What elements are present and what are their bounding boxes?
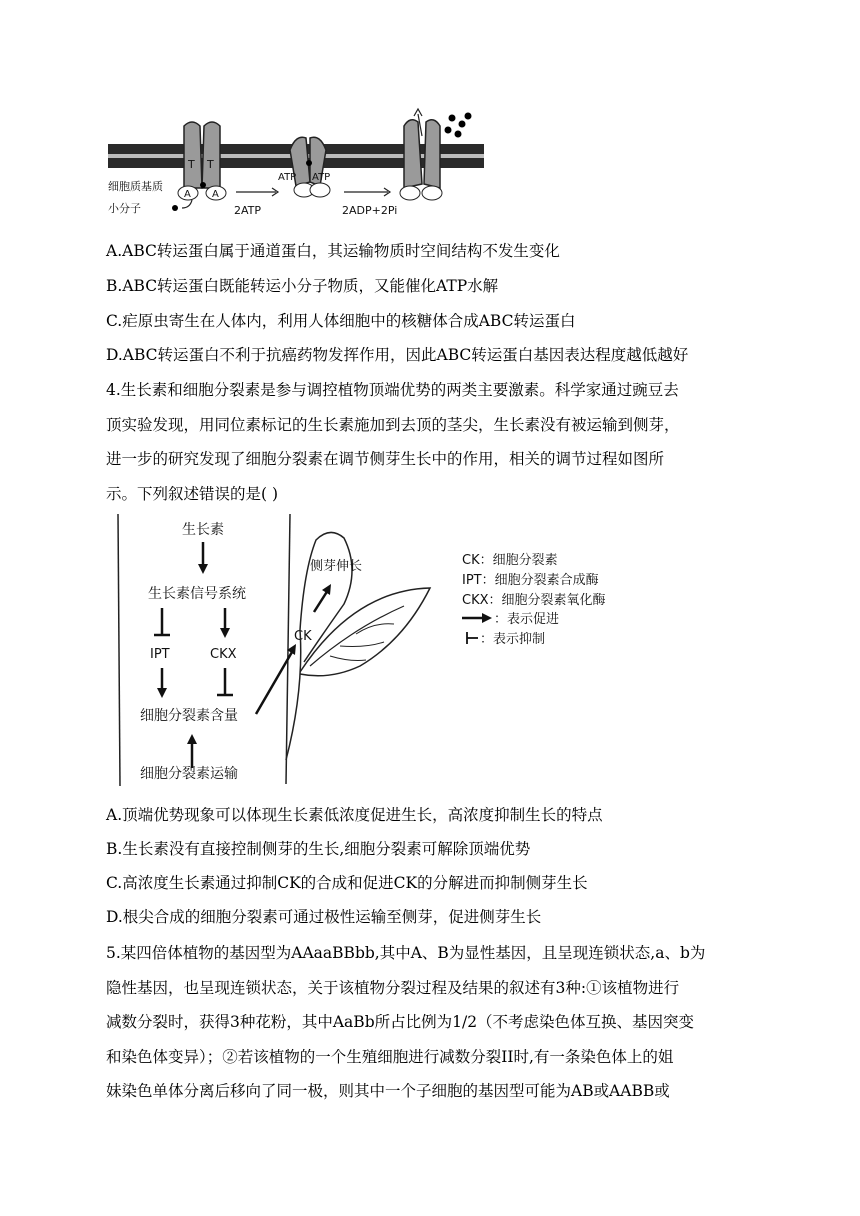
ck-label: CK <box>294 629 312 644</box>
atp-2-label: 2ATP <box>234 204 262 217</box>
q5-stem-line-1: 5.某四倍体植物的基因型为AAaaBBbb,其中A、B为显性基因，且呈现连锁状态,a、b为 <box>106 944 706 962</box>
svg-text:A: A <box>184 189 191 200</box>
svg-text:A: A <box>212 189 219 200</box>
q4-stem-line-3: 进一步的研究发现了细胞分裂素在调节侧芽生长中的作用，相关的调节过程如图所 <box>106 450 665 468</box>
q5-stem-line-5: 妹染色单体分离后移向了同一极，则其中一个子细胞的基因型可能为AB或AABB或 <box>106 1082 670 1100</box>
q3-option-c: C.疟原虫寄生在人体内，利用人体细胞中的核糖体合成ABC转运蛋白 <box>106 312 576 330</box>
signal-system-label: 生长素信号系统 <box>148 586 246 602</box>
small-molecule-label: 小分子 <box>108 202 141 215</box>
regulation-diagram <box>104 510 644 790</box>
q5-stem-line-2: 隐性基因，也呈现连锁状态，关于该植物分裂过程及结果的叙述有3种:①该植物进行 <box>106 979 680 997</box>
legend-ckx: CKX：细胞分裂素氧化酶 <box>462 593 606 608</box>
atp-label-a: ATP <box>278 172 297 183</box>
q3-option-d: D.ABC转运蛋白不利于抗癌药物发挥作用，因此ABC转运蛋白基因表达程度越低越好 <box>106 346 689 364</box>
ckx-label: CKX <box>210 647 237 662</box>
legend-ck: CK：细胞分裂素 <box>462 553 558 568</box>
ck-content-label: 细胞分裂素含量 <box>140 708 238 724</box>
q4-option-b: B.生长素没有直接控制侧芽的生长,细胞分裂素可解除顶端优势 <box>106 840 531 858</box>
abc-transporter-diagram <box>106 106 486 222</box>
legend-ipt: IPT：细胞分裂素合成酶 <box>462 573 599 588</box>
bud-growth-label: 侧芽伸长 <box>310 559 363 574</box>
atp-label-b: ATP <box>312 172 331 183</box>
q4-stem-line-2: 顶实验发现，用同位素标记的生长素施加到去顶的茎尖，生长素没有被运输到侧芽， <box>106 416 680 434</box>
q5-stem-line-3: 减数分裂时，获得3种花粉，其中AaBb所占比例为1/2（不考虑染色体互换、基因突变 <box>106 1013 695 1031</box>
ipt-label: IPT <box>150 647 170 662</box>
cytoplasm-label: 细胞质基质 <box>108 180 163 193</box>
q3-option-b: B.ABC转运蛋白既能转运小分子物质，又能催化ATP水解 <box>106 277 499 295</box>
svg-text:T: T <box>188 158 195 171</box>
q5-stem-line-4: 和染色体变异）；②若该植物的一个生殖细胞进行减数分裂II时,有一条染色体上的姐 <box>106 1048 674 1066</box>
q4-option-c: C.高浓度生长素通过抑制CK的合成和促进CK的分解进而抑制侧芽生长 <box>106 874 588 892</box>
svg-text:T: T <box>207 158 214 171</box>
abc-transporter-figure <box>106 106 486 222</box>
q4-option-a: A.顶端优势现象可以体现生长素低浓度促进生长，高浓度抑制生长的特点 <box>106 806 603 824</box>
legend-promote: ：表示促进 <box>494 612 560 627</box>
regulation-figure <box>104 510 644 790</box>
auxin-label: 生长素 <box>182 522 224 538</box>
q4-option-d: D.根尖合成的细胞分裂素可通过极性运输至侧芽，促进侧芽生长 <box>106 908 542 926</box>
q3-option-a: A.ABC转运蛋白属于通道蛋白，其运输物质时空间结构不发生变化 <box>106 242 560 260</box>
ck-transport-label: 细胞分裂素运输 <box>140 766 238 782</box>
adp-label: 2ADP+2Pi <box>342 204 398 217</box>
q4-stem-line-4: 示。下列叙述错误的是( ) <box>106 485 279 503</box>
legend-inhibit: ：表示抑制 <box>480 632 546 647</box>
q4-stem-line-1: 4.生长素和细胞分裂素是参与调控植物顶端优势的两类主要激素。科学家通过豌豆去 <box>106 381 679 399</box>
